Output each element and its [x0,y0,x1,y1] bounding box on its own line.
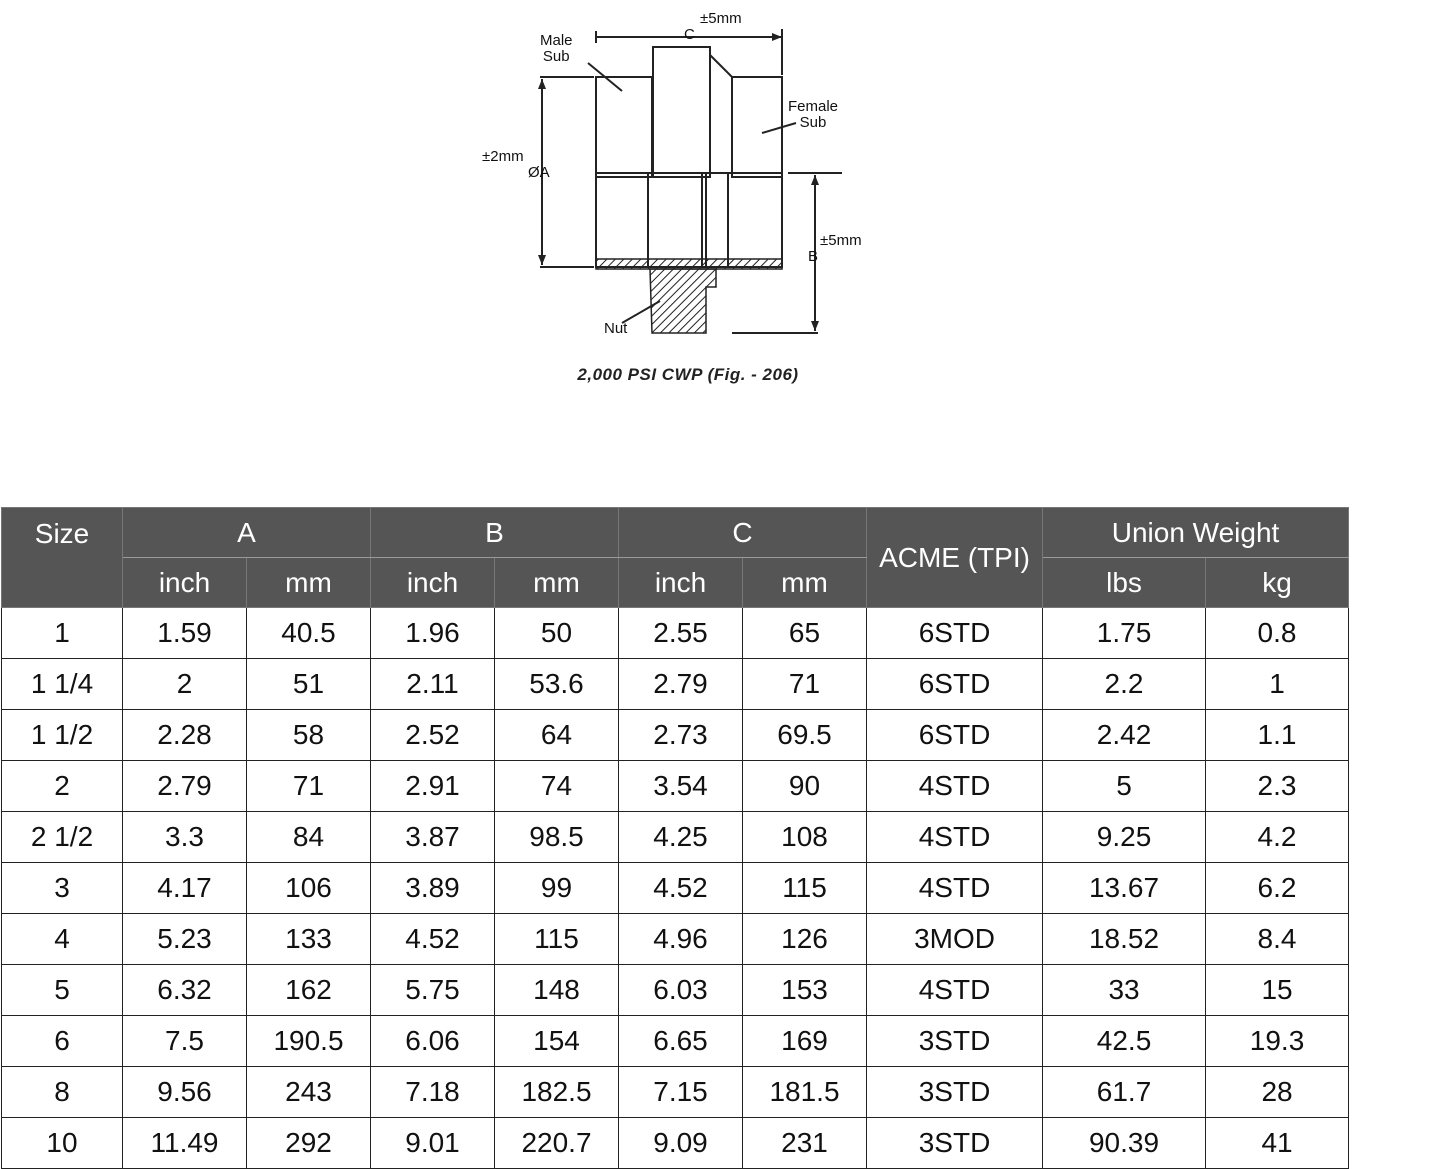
cell-a-mm: 51 [247,659,371,710]
cell-b-mm: 64 [495,710,619,761]
union-drawing [470,5,890,405]
cell-weight-lbs: 1.75 [1043,608,1206,659]
cell-a-mm: 133 [247,914,371,965]
cell-weight-kg: 2.3 [1206,761,1349,812]
cell-a-mm: 40.5 [247,608,371,659]
cell-a-mm: 84 [247,812,371,863]
cell-b-inch: 2.11 [371,659,495,710]
cell-c-inch: 4.96 [619,914,743,965]
cell-weight-kg: 4.2 [1206,812,1349,863]
cell-acme-tpi: 6STD [867,710,1043,761]
cell-a-inch: 1.59 [123,608,247,659]
dimension-c-label: C [684,26,695,43]
cell-size: 1 1/4 [2,659,123,710]
cell-b-inch: 5.75 [371,965,495,1016]
cell-c-mm: 69.5 [743,710,867,761]
cell-a-mm: 243 [247,1067,371,1118]
cell-a-mm: 106 [247,863,371,914]
cell-b-inch: 1.96 [371,608,495,659]
cell-size: 8 [2,1067,123,1118]
cell-c-inch: 4.25 [619,812,743,863]
cell-acme-tpi: 6STD [867,608,1043,659]
cell-weight-lbs: 9.25 [1043,812,1206,863]
cell-size: 2 1/2 [2,812,123,863]
cell-weight-lbs: 5 [1043,761,1206,812]
c-inch-header: inch [619,558,743,608]
acme-header: ACME (TPI) [867,508,1043,608]
weight-lbs-header: lbs [1043,558,1206,608]
cell-weight-lbs: 2.42 [1043,710,1206,761]
cell-b-inch: 7.18 [371,1067,495,1118]
dimension-a-label: ØA [528,164,550,181]
cell-acme-tpi: 6STD [867,659,1043,710]
cell-b-mm: 154 [495,1016,619,1067]
cell-a-inch: 2.79 [123,761,247,812]
cell-weight-lbs: 90.39 [1043,1118,1206,1169]
table-row [2,965,1349,1016]
b-mm-header: mm [495,558,619,608]
cell-weight-kg: 6.2 [1206,863,1349,914]
table-row [2,659,1349,710]
cell-a-inch: 5.23 [123,914,247,965]
cell-a-inch: 2 [123,659,247,710]
table-row [2,761,1349,812]
cell-acme-tpi: 4STD [867,761,1043,812]
a-inch-header: inch [123,558,247,608]
cell-c-mm: 153 [743,965,867,1016]
cell-weight-lbs: 42.5 [1043,1016,1206,1067]
cell-size: 6 [2,1016,123,1067]
cell-weight-lbs: 2.2 [1043,659,1206,710]
cell-weight-kg: 0.8 [1206,608,1349,659]
cell-b-inch: 3.87 [371,812,495,863]
cell-b-mm: 182.5 [495,1067,619,1118]
cell-size: 10 [2,1118,123,1169]
table-row [2,812,1349,863]
union-weight-header: Union Weight [1043,508,1349,558]
cell-weight-lbs: 13.67 [1043,863,1206,914]
cell-acme-tpi: 3MOD [867,914,1043,965]
cell-weight-kg: 1 [1206,659,1349,710]
dimension-a-tolerance: ±2mm [482,148,524,165]
female-sub-label: Female Sub [788,98,839,131]
c-header: C [619,508,867,558]
table-row [2,608,1349,659]
cell-b-mm: 220.7 [495,1118,619,1169]
cell-a-mm: 190.5 [247,1016,371,1067]
cell-size: 1 1/2 [2,710,123,761]
cell-weight-kg: 1.1 [1206,710,1349,761]
cell-b-mm: 50 [495,608,619,659]
table-row [2,1016,1349,1067]
cell-acme-tpi: 3STD [867,1067,1043,1118]
cell-a-inch: 3.3 [123,812,247,863]
c-mm-header: mm [743,558,867,608]
cell-b-inch: 4.52 [371,914,495,965]
union-diagram [470,5,890,405]
cell-b-inch: 3.89 [371,863,495,914]
cell-weight-kg: 41 [1206,1118,1349,1169]
cell-c-inch: 4.52 [619,863,743,914]
cell-a-inch: 2.28 [123,710,247,761]
dimension-c-tolerance: ±5mm [700,10,742,27]
a-mm-header: mm [247,558,371,608]
cell-c-mm: 169 [743,1016,867,1067]
cell-b-inch: 2.52 [371,710,495,761]
cell-c-mm: 126 [743,914,867,965]
cell-a-mm: 71 [247,761,371,812]
cell-weight-lbs: 61.7 [1043,1067,1206,1118]
cell-c-inch: 6.65 [619,1016,743,1067]
cell-c-inch: 6.03 [619,965,743,1016]
b-header: B [371,508,619,558]
cell-weight-kg: 19.3 [1206,1016,1349,1067]
table-row [2,914,1349,965]
cell-acme-tpi: 4STD [867,965,1043,1016]
cell-c-mm: 181.5 [743,1067,867,1118]
nut-label: Nut [604,320,628,337]
cell-c-inch: 2.79 [619,659,743,710]
dimension-b-label: B [808,248,819,265]
cell-c-inch: 2.73 [619,710,743,761]
cell-b-mm: 53.6 [495,659,619,710]
cell-weight-lbs: 33 [1043,965,1206,1016]
figure-caption: 2,000 PSI CWP (Fig. - 206) [577,365,799,384]
cell-c-mm: 90 [743,761,867,812]
cell-b-mm: 148 [495,965,619,1016]
cell-b-mm: 98.5 [495,812,619,863]
cell-c-mm: 65 [743,608,867,659]
size-header: Size [2,508,123,608]
cell-weight-lbs: 18.52 [1043,914,1206,965]
cell-acme-tpi: 4STD [867,812,1043,863]
cell-size: 2 [2,761,123,812]
cell-size: 5 [2,965,123,1016]
cell-acme-tpi: 3STD [867,1016,1043,1067]
cell-c-mm: 108 [743,812,867,863]
table-row [2,1067,1349,1118]
b-inch-header: inch [371,558,495,608]
male-sub-label: Male Sub [540,32,573,65]
cell-size: 1 [2,608,123,659]
dimension-b-tolerance: ±5mm [820,232,862,249]
header-unit-row [2,558,1349,608]
table-body [2,608,1349,1169]
weight-kg-header: kg [1206,558,1349,608]
cell-a-inch: 7.5 [123,1016,247,1067]
cell-b-inch: 2.91 [371,761,495,812]
table-row [2,710,1349,761]
cell-a-inch: 6.32 [123,965,247,1016]
cell-c-inch: 3.54 [619,761,743,812]
cell-c-mm: 231 [743,1118,867,1169]
cell-weight-kg: 28 [1206,1067,1349,1118]
cell-size: 3 [2,863,123,914]
cell-c-inch: 9.09 [619,1118,743,1169]
cell-size: 4 [2,914,123,965]
a-header: A [123,508,371,558]
cell-a-mm: 162 [247,965,371,1016]
cell-b-mm: 115 [495,914,619,965]
header-group-row [2,508,1349,558]
cell-acme-tpi: 3STD [867,1118,1043,1169]
cell-a-mm: 292 [247,1118,371,1169]
cell-b-mm: 74 [495,761,619,812]
cell-b-mm: 99 [495,863,619,914]
union-spec-table [1,507,1349,1169]
cell-a-mm: 58 [247,710,371,761]
cell-weight-kg: 8.4 [1206,914,1349,965]
cell-c-mm: 115 [743,863,867,914]
cell-acme-tpi: 4STD [867,863,1043,914]
cell-c-mm: 71 [743,659,867,710]
cell-c-inch: 2.55 [619,608,743,659]
table-row [2,863,1349,914]
cell-a-inch: 11.49 [123,1118,247,1169]
cell-c-inch: 7.15 [619,1067,743,1118]
cell-b-inch: 9.01 [371,1118,495,1169]
cell-weight-kg: 15 [1206,965,1349,1016]
cell-a-inch: 9.56 [123,1067,247,1118]
cell-b-inch: 6.06 [371,1016,495,1067]
cell-a-inch: 4.17 [123,863,247,914]
